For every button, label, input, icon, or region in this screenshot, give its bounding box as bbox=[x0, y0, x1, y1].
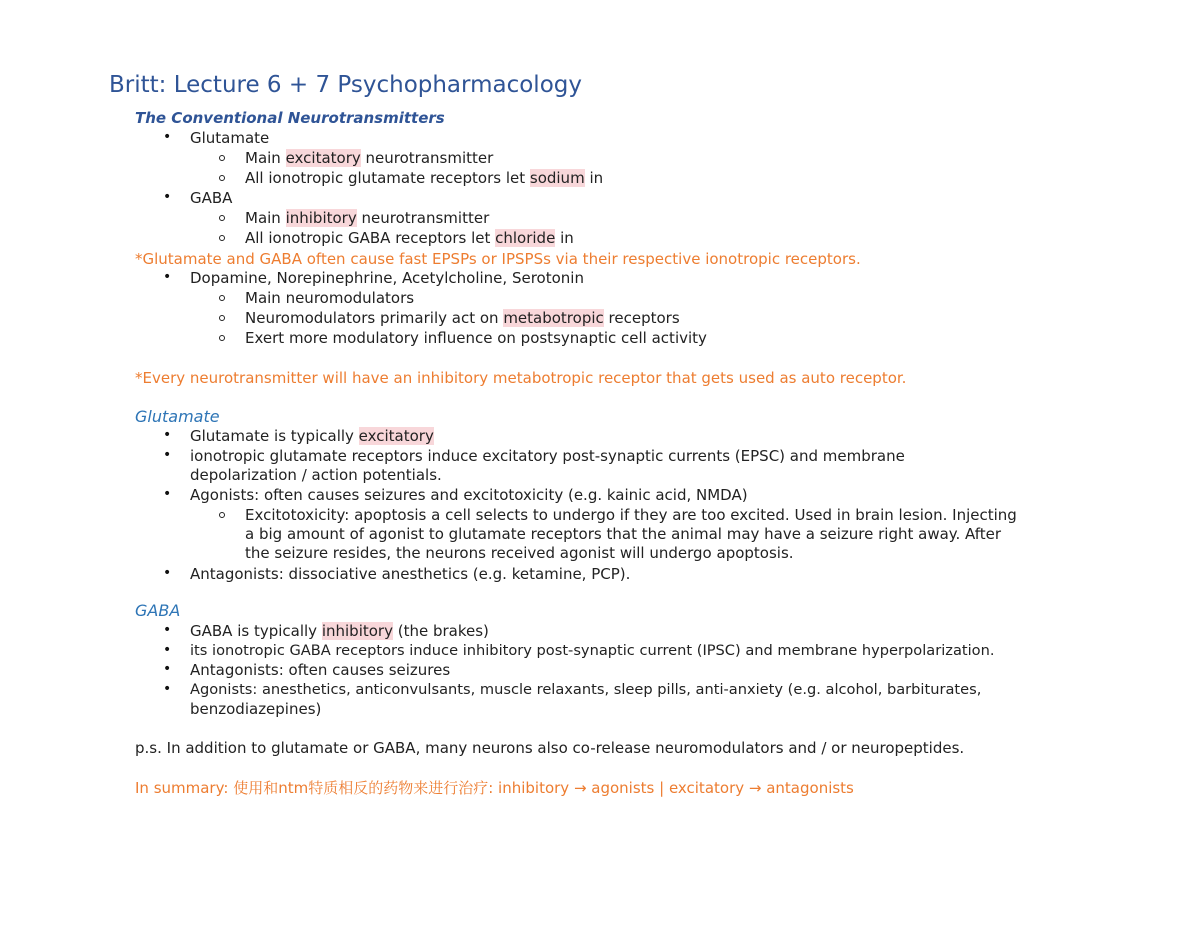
bullet-icon: • bbox=[163, 622, 172, 638]
circle-bullet-icon bbox=[219, 175, 225, 181]
circle-bullet-icon bbox=[219, 335, 225, 341]
list-item-glu-sodium: All ionotropic glutamate receptors let sodium in bbox=[245, 169, 604, 187]
circle-bullet-icon bbox=[219, 512, 225, 518]
list-item-gaba-agonists-line1: Agonists: anesthetics, anticonvulsants, muscle relaxants, sleep pills, anti-anxiety (e.g. alcohol, barbiturates, bbox=[190, 681, 982, 698]
list-item-gaba-antagonists: Antagonists: often causes seizures bbox=[190, 661, 451, 679]
note-fast-epsps: *Glutamate and GABA often cause fast EPSPs or IPSPSs via their respective ionotropic receptors. bbox=[135, 250, 861, 268]
bullet-icon: • bbox=[163, 486, 172, 502]
highlight: chloride bbox=[495, 229, 556, 247]
section-heading-gaba: GABA bbox=[135, 601, 181, 620]
circle-bullet-icon bbox=[219, 235, 225, 241]
bullet-icon: • bbox=[163, 681, 172, 697]
bullet-icon: • bbox=[163, 427, 172, 443]
bullet-icon: • bbox=[163, 565, 172, 581]
highlight: excitatory bbox=[358, 427, 434, 445]
list-item-glu-typically: Glutamate is typically excitatory bbox=[190, 427, 434, 445]
circle-bullet-icon bbox=[219, 155, 225, 161]
list-item-gaba-inhibitory: Main inhibitory neurotransmitter bbox=[245, 209, 490, 227]
highlight: excitatory bbox=[285, 149, 361, 167]
summary-note: In summary: 使用和ntm特质相反的药物来进行治疗: inhibitory → agonists | excitatory → antagonists bbox=[135, 779, 854, 797]
circle-bullet-icon bbox=[219, 315, 225, 321]
section-heading-conventional: The Conventional Neurotransmitters bbox=[135, 109, 445, 127]
list-item-glu-antagonists: Antagonists: dissociative anesthetics (e.g. ketamine, PCP). bbox=[190, 565, 631, 583]
section-heading-glutamate: Glutamate bbox=[135, 407, 220, 426]
list-item-monoamines: Dopamine, Norepinephrine, Acetylcholine, Serotonin bbox=[190, 269, 584, 287]
highlight: sodium bbox=[529, 169, 585, 187]
highlight: inhibitory bbox=[285, 209, 357, 227]
list-item-modulatory: Exert more modulatory influence on postsynaptic cell activity bbox=[245, 329, 707, 347]
note-auto-receptor: *Every neurotransmitter will have an inhibitory metabotropic receptor that gets used as auto receptor. bbox=[135, 369, 907, 387]
list-item-metabotropic: Neuromodulators primarily act on metabotropic receptors bbox=[245, 309, 680, 327]
list-item-gaba-agonists-line2: benzodiazepines) bbox=[190, 700, 322, 718]
bullet-icon: • bbox=[163, 269, 172, 285]
document-title: Britt: Lecture 6 + 7 Psychopharmacology bbox=[109, 72, 582, 98]
list-item-glu-excitatory: Main excitatory neurotransmitter bbox=[245, 149, 494, 167]
ps-note: p.s. In addition to glutamate or GABA, many neurons also co-release neuromodulators and / or neuropeptides. bbox=[135, 739, 965, 757]
list-item-gaba: GABA bbox=[190, 189, 233, 207]
list-item-gaba-chloride: All ionotropic GABA receptors let chloride in bbox=[245, 229, 574, 247]
list-item-ipsc: its ionotropic GABA receptors induce inhibitory post-synaptic current (IPSC) and membrane hyperpolarization. bbox=[190, 642, 995, 659]
bullet-icon: • bbox=[163, 642, 172, 658]
list-item-glu-agonists: Agonists: often causes seizures and excitotoxicity (e.g. kainic acid, NMDA) bbox=[190, 486, 748, 504]
circle-bullet-icon bbox=[219, 295, 225, 301]
list-item-excitotoxicity-line1: Excitotoxicity: apoptosis a cell selects to undergo if they are too excited. Used in brain lesion. Injecting bbox=[245, 506, 1017, 524]
bullet-icon: • bbox=[163, 129, 172, 145]
circle-bullet-icon bbox=[219, 215, 225, 221]
highlight: metabotropic bbox=[503, 309, 604, 327]
list-item-neuromodulators: Main neuromodulators bbox=[245, 289, 415, 307]
bullet-icon: • bbox=[163, 189, 172, 205]
list-item-excitotoxicity-line3: the seizure resides, the neurons received agonist will undergo apoptosis. bbox=[245, 544, 794, 562]
highlight: inhibitory bbox=[321, 622, 393, 640]
bullet-icon: • bbox=[163, 447, 172, 463]
list-item-epsc-line1: ionotropic glutamate receptors induce excitatory post-synaptic currents (EPSC) and membrane bbox=[190, 447, 905, 465]
bullet-icon: • bbox=[163, 661, 172, 677]
list-item-glutamate: Glutamate bbox=[190, 129, 270, 147]
list-item-excitotoxicity-line2: a big amount of agonist to glutamate receptors that the animal may have a seizure right away. After bbox=[245, 525, 1002, 543]
list-item-epsc-line2: depolarization / action potentials. bbox=[190, 466, 442, 484]
list-item-gaba-typically: GABA is typically inhibitory (the brakes) bbox=[190, 622, 489, 640]
